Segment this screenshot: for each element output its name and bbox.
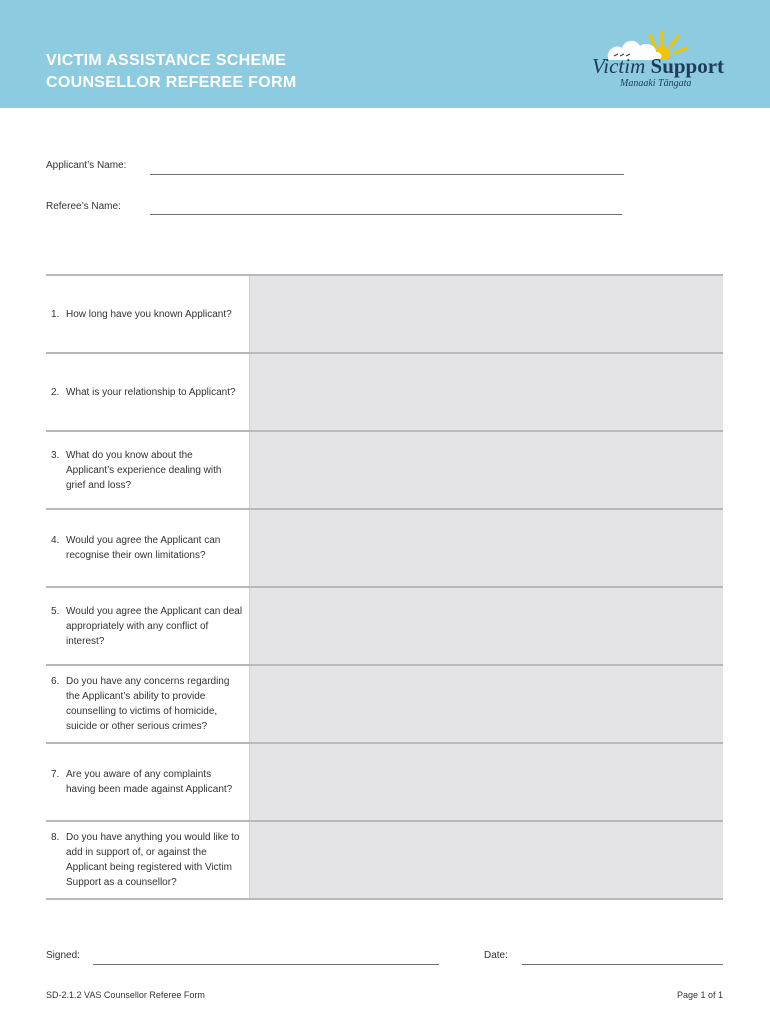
question-text: Do you have anything you would like to add in support of, or against the Applicant being registered with Victim Support as a counsellor? xyxy=(66,832,240,888)
question-number: 5. xyxy=(51,605,60,617)
logo-tagline: Manaaki Tāngata xyxy=(620,78,692,89)
question-cell xyxy=(46,744,249,820)
applicant-name-label: Applicant’s Name: xyxy=(46,160,127,171)
answer-field[interactable] xyxy=(249,432,723,508)
question-number: 6. xyxy=(51,676,60,687)
question-text: What is your relationship to Applicant? xyxy=(66,386,236,398)
applicant-name-field[interactable] xyxy=(150,174,624,175)
logo-wordmark xyxy=(592,54,724,79)
answer-field[interactable] xyxy=(249,666,723,742)
answer-field[interactable] xyxy=(249,510,723,586)
signature-field[interactable] xyxy=(93,964,439,965)
header-banner xyxy=(0,0,770,108)
signed-label: Signed: xyxy=(46,950,80,961)
question-cell xyxy=(46,276,249,352)
question-text: Do you have any concerns regarding the Applicant’s ability to provide counselling to victims of homicide, suicide or other serious crimes? xyxy=(66,676,230,732)
question-cell xyxy=(46,354,249,430)
question-number: 4. xyxy=(51,535,60,546)
date-label: Date: xyxy=(484,950,508,961)
question-cell xyxy=(46,588,249,664)
question-row xyxy=(46,588,723,666)
form-code: SD-2.1.2 VAS Counsellor Referee Form xyxy=(46,990,205,1000)
question-cell xyxy=(46,432,249,508)
victim-support-logo xyxy=(592,26,728,92)
question-text: Are you aware of any complaints having been made against Applicant? xyxy=(66,769,233,795)
question-number: 7. xyxy=(51,769,60,780)
question-row xyxy=(46,666,723,744)
questions-table xyxy=(46,274,723,900)
question-text: Would you agree the Applicant can deal appropriately with any conflict of interest? xyxy=(66,605,243,647)
answer-field[interactable] xyxy=(249,276,723,352)
referee-name-field[interactable] xyxy=(150,214,622,215)
question-row xyxy=(46,354,723,432)
question-row xyxy=(46,276,723,354)
date-field[interactable] xyxy=(522,964,723,965)
question-row xyxy=(46,432,723,510)
question-number: 8. xyxy=(51,832,60,843)
answer-field[interactable] xyxy=(249,822,723,898)
logo-word-victim: Victim xyxy=(592,54,646,78)
question-text: Would you agree the Applicant can recognise their own limitations? xyxy=(66,535,221,561)
answer-field[interactable] xyxy=(249,354,723,430)
page-number: Page 1 of 1 xyxy=(677,990,724,1000)
question-number: 3. xyxy=(51,449,60,461)
question-number: 2. xyxy=(51,386,60,398)
form-title-line-1: VICTIM ASSISTANCE SCHEME xyxy=(46,52,287,69)
question-row xyxy=(46,510,723,588)
question-text: What do you know about the Applicant’s experience dealing with grief and loss? xyxy=(66,449,222,491)
answer-field[interactable] xyxy=(249,744,723,820)
question-text: How long have you known Applicant? xyxy=(66,308,232,320)
referee-name-label: Referee’s Name: xyxy=(46,201,121,212)
question-number: 1. xyxy=(51,308,60,320)
question-cell xyxy=(46,822,249,898)
form-title xyxy=(46,50,296,94)
question-cell xyxy=(46,510,249,586)
answer-field[interactable] xyxy=(249,588,723,664)
question-cell xyxy=(46,666,249,742)
question-row xyxy=(46,822,723,900)
form-title-line-2: COUNSELLOR REFEREE FORM xyxy=(46,74,297,91)
logo-word-support: Support xyxy=(650,54,725,78)
question-row xyxy=(46,744,723,822)
